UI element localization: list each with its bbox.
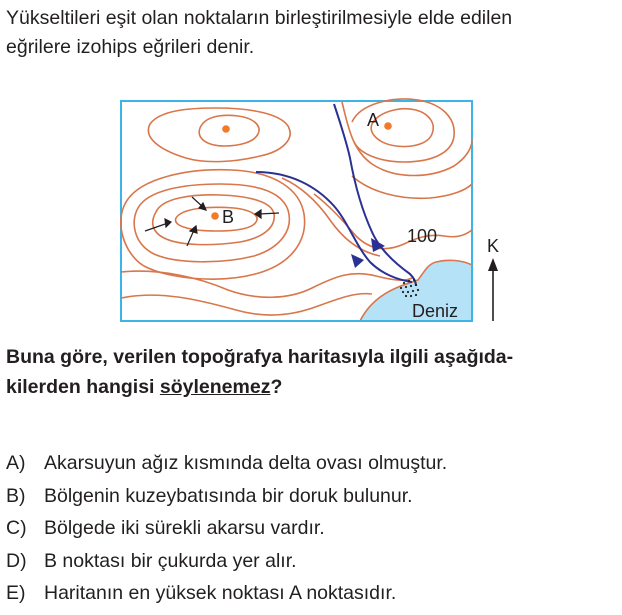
- contour-value-label: 100: [407, 226, 438, 246]
- option-text: Bölgenin kuzeybatısında bir doruk bulunur.: [44, 484, 413, 507]
- option-c[interactable]: [6, 512, 618, 545]
- option-letter: E): [6, 582, 26, 604]
- intro-line-1: Yükseltileri eşit olan noktaların birleştirilmesiyle elde edilen: [6, 7, 513, 29]
- river-north: [334, 104, 416, 286]
- option-a[interactable]: [6, 447, 618, 480]
- option-text: Bölgede iki sürekli akarsu vardır.: [44, 517, 325, 539]
- option-e[interactable]: [6, 577, 618, 610]
- option-letter: B): [6, 484, 26, 507]
- topographic-map: [0, 90, 622, 330]
- sea-label: Deniz: [412, 301, 459, 321]
- summit-nw-dot: [222, 125, 230, 133]
- contour-low-2: [121, 294, 372, 315]
- contour-b-4: [121, 170, 305, 279]
- contour-100: [314, 194, 472, 249]
- answer-options: [6, 447, 618, 610]
- question-line-1: Buna göre, verilen topoğrafya haritasıyla ilgili aşağıda-: [6, 346, 514, 368]
- question-underlined-word: söylenemez: [159, 376, 271, 398]
- contour-b-3: [134, 184, 289, 262]
- contour-a-1: [371, 109, 433, 147]
- option-b[interactable]: [6, 480, 618, 513]
- option-letter: D): [6, 549, 27, 572]
- option-letter: A): [6, 452, 26, 474]
- river-west: [256, 172, 412, 282]
- intro-text: [6, 4, 618, 62]
- question-line-2-start: kilerden hangisi: [6, 376, 160, 398]
- option-d[interactable]: [6, 545, 618, 578]
- option-letter: C): [6, 517, 27, 539]
- north-arrow: [488, 258, 498, 321]
- question-text: [6, 342, 618, 402]
- contour-a-4: [352, 176, 472, 198]
- river-arrow-west: [351, 254, 364, 268]
- option-text: B noktası bir çukurda yer alır.: [44, 549, 297, 572]
- option-text: Akarsuyun ağız kısmında delta ovası olmuştur.: [44, 452, 448, 474]
- contour-a-3: [342, 102, 472, 176]
- question-line-2-end: ?: [270, 376, 283, 398]
- point-b-label: B: [222, 207, 235, 227]
- intro-line-2: eğrilere izohips eğrileri denir.: [6, 36, 255, 58]
- contour-b-2: [153, 195, 274, 245]
- point-a-dot: [384, 122, 392, 130]
- point-a-label: A: [367, 110, 380, 130]
- question-line-2: [6, 372, 618, 402]
- north-label: K: [487, 236, 500, 256]
- point-b-dot: [211, 212, 219, 220]
- option-text: Haritanın en yüksek noktası A noktasıdır.: [44, 582, 397, 604]
